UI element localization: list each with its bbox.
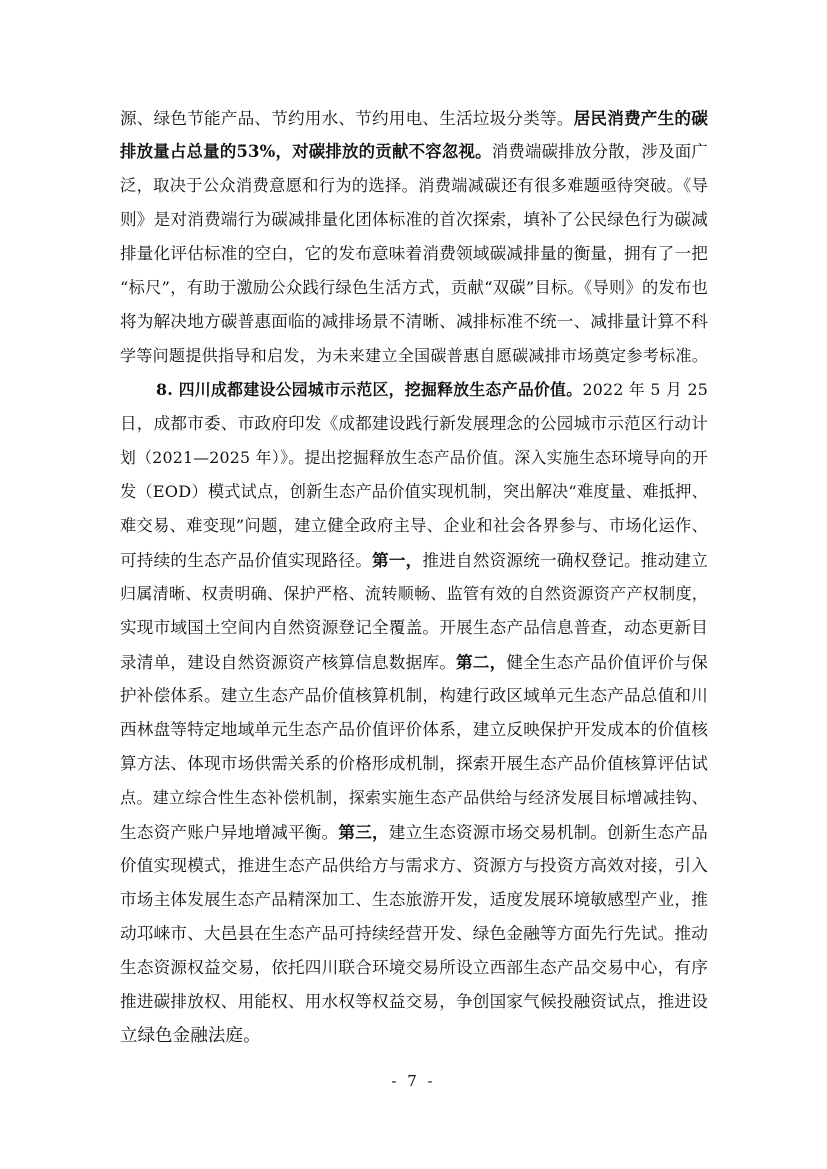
text-line [120, 645, 708, 679]
text-run: 生态资源权益交易，依托四川联合环境交易所设立西部生态产品交易中心，有序 [120, 958, 708, 977]
text-line [120, 237, 708, 271]
page-number: - 7 - [391, 1072, 436, 1090]
text-line [120, 509, 708, 543]
text-line [120, 441, 708, 475]
text-run: 则》是对消费端行为碳减排量化团体标准的首次探索，填补了公民绿色行为碳减 [120, 210, 708, 229]
text-line [120, 407, 708, 441]
text-run: “标尺”，有助于激励公众践行绿色生活方式，贡献“双碳”目标。《导则》的发布也 [120, 278, 708, 297]
text-run: 动邛崃市、大邑县在生态产品可持续经营开发、绿色金融等方面先行先试。推动 [120, 924, 708, 943]
section-heading-line [156, 373, 708, 407]
text-line [120, 985, 708, 1019]
text-run: 建立生态资源市场交易机制。创新生态产品 [388, 823, 708, 842]
text-line [120, 849, 708, 883]
text-line [120, 1019, 708, 1053]
text-run: 推进自然资源统一确权登记。推动建立 [422, 551, 708, 570]
text-run: 难交易、难变现”问题，建立健全政府主导、企业和社会各界参与、市场化运作、 [120, 516, 708, 535]
text-run: 录清单，建设自然资源资产核算信息数据库。 [120, 653, 456, 672]
text-run: 护补偿体系。建立生态产品价值核算机制，构建行政区域单元生态产品总值和川 [120, 686, 708, 705]
text-run: 点。建立综合性生态补偿机制，探索实施生态产品供给与经济发展目标增减挂钩、 [120, 788, 708, 807]
text-line [120, 815, 708, 849]
text-run: 价值实现模式，推进生态产品供给方与需求方、资源方与投资方高效对接，引入 [120, 856, 708, 875]
bold-text-run: 第二， [456, 652, 507, 672]
text-run: 2022 年 5 月 25 [582, 380, 708, 399]
text-line [120, 203, 708, 237]
bold-text-run: 排放量占总量的53%，对碳排放的贡献不容忽视。 [120, 142, 492, 161]
bold-text-run: 第三， [338, 822, 389, 842]
text-line [120, 271, 708, 305]
text-line [120, 135, 708, 169]
text-run: 将为解决地方碳普惠面临的减排场景不清晰、减排标准不统一、减排量计算不科 [120, 312, 708, 331]
text-line [120, 713, 708, 747]
text-run: 立绿色金融法庭。 [120, 1026, 261, 1046]
text-line [120, 747, 708, 781]
text-run: 可持续的生态产品价值实现路径。 [120, 551, 372, 570]
text-run: 健全生态产品价值评价与保 [506, 653, 708, 672]
text-run: 消费端碳排放分散，涉及面广 [491, 142, 708, 161]
text-run: 学等问题提供指导和启发，为未来建立全国碳普惠自愿碳减排市场奠定参考标准。 [120, 346, 708, 365]
text-run: 排量化评估标准的空白，它的发布意味着消费领域碳减排量的衡量，拥有了一把 [120, 244, 708, 263]
bold-text-run: 第一， [372, 550, 423, 570]
text-run: 生态资产账户异地增减平衡。 [120, 823, 339, 842]
text-run: 西林盘等特定地域单元生态产品价值评价体系，建立反映保护开发成本的价值核 [120, 720, 708, 739]
text-run: 发（EOD）模式试点，创新生态产品价值实现机制，突出解决“难度量、难抵押、 [120, 482, 708, 501]
text-line [120, 543, 708, 577]
text-run: 归属清晰、权责明确、保护严格、流转顺畅、监管有效的自然资源资产产权制度， [120, 584, 708, 603]
text-line [120, 577, 708, 611]
text-line [120, 781, 708, 815]
text-run: 算方法、体现市场供需关系的价格形成机制，探索开展生态产品价值核算评估试 [120, 754, 708, 773]
text-line [120, 611, 708, 645]
text-run: 实现市域国土空间内自然资源登记全覆盖。开展生态产品信息普查，动态更新目 [120, 618, 708, 637]
text-line [120, 169, 708, 203]
text-run: 推进碳排放权、用能权、用水权等权益交易，争创国家气候投融资试点，推进设 [120, 992, 708, 1011]
section-heading: 8. 四川成都建设公园城市示范区，挖掘释放生态产品价值。 [156, 380, 583, 399]
text-run: 源、绿色节能产品、节约用水、节约用电、生活垃圾分类等。 [120, 109, 574, 128]
text-line [120, 475, 708, 509]
text-line [120, 883, 708, 917]
text-line [120, 101, 708, 135]
text-run: 划（2021—2025 年）》。提出挖掘释放生态产品价值。深入实施生态环境导向的开 [120, 448, 708, 467]
text-run: 日，成都市委、市政府印发《成都建设践行新发展理念的公园城市示范区行动计 [120, 414, 708, 433]
text-line [120, 305, 708, 339]
text-run: 市场主体发展生态产品精深加工、生态旅游开发，适度发展环境敏感型产业，推 [120, 890, 708, 909]
text-line [120, 917, 708, 951]
text-line [120, 951, 708, 985]
text-run: 泛，取决于公众消费意愿和行为的选择。消费端减碳还有很多难题亟待突破。《导 [120, 176, 708, 195]
text-line [120, 679, 708, 713]
text-line [120, 339, 708, 373]
bold-text-run: 居民消费产生的碳 [573, 108, 708, 128]
